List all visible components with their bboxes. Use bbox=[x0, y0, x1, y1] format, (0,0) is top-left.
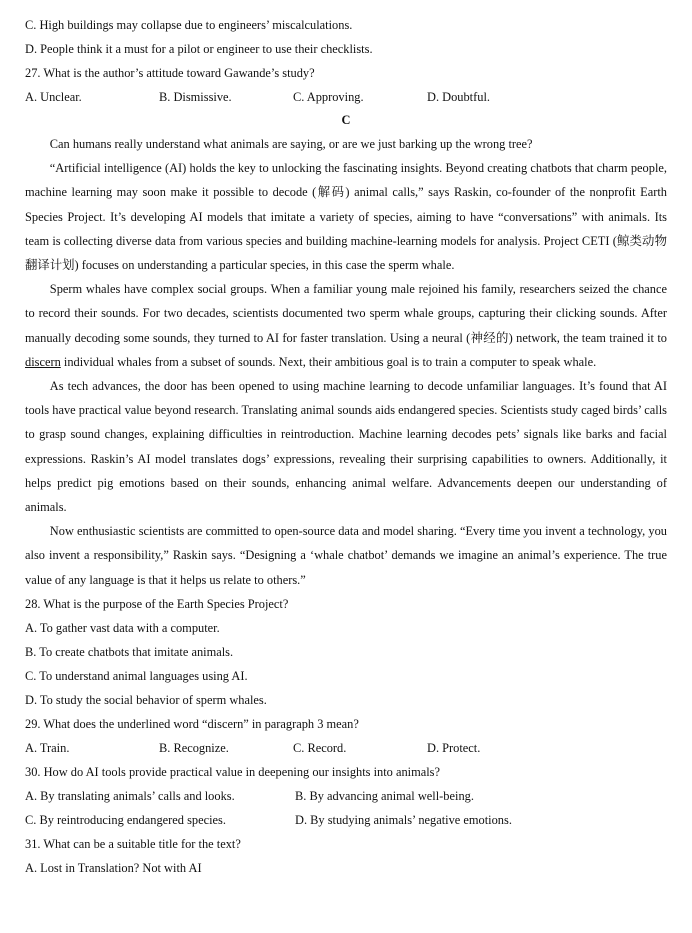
q28-option-d: D. To study the social behavior of sperm whales. bbox=[25, 692, 267, 707]
passage-paragraph-2: “Artificial intelligence (AI) holds the key to unlocking the fascinating insights. Beyond creating chatbots that charm people, machine learning may soon make it possible to decode (解码) animal calls,” says Raskin, co-founder of the nonprofit Earth Species Project. It’s developing AI models that imitate a variety of species, aiming to have “conversations” with animals. Its team is collecting diverse data from various species and building machine-learning models for analysis. Project CETI (鲸类动物翻译计划) focuses on understanding a particular species, in this case the sperm whale. bbox=[25, 161, 667, 273]
q27-option-a: A. Unclear. bbox=[25, 90, 82, 104]
q26-option-d: D. People think it a must for a pilot or engineer to use their checklists. bbox=[25, 42, 373, 56]
passage-paragraph-1: Can humans really understand what animals are saying, or are we just barking up the wrong tree? bbox=[49, 137, 533, 151]
q27-option-b: B. Dismissive. bbox=[159, 90, 232, 104]
q29-option-b: B. Recognize. bbox=[159, 740, 229, 755]
q30-option-a: A. By translating animals’ calls and looks. bbox=[25, 788, 235, 803]
paragraph-3-text-before: Sperm whales have complex social groups. When a familiar young male rejoined his family, researchers seized the chance to record their sounds. For two decades, scientists documented two sperm whale groups, capturing their clicking sounds. After manually decoding some sounds, they turned to AI for faster translation. Using a neural (神经的) network, the team trained it to bbox=[25, 282, 667, 345]
q26-option-c: C. High buildings may collapse due to engineers’ miscalculations. bbox=[25, 18, 353, 32]
q29-option-a: A. Train. bbox=[25, 740, 70, 755]
q27-option-d: D. Doubtful. bbox=[427, 90, 490, 104]
q28-option-c: C. To understand animal languages using AI. bbox=[25, 668, 248, 683]
q30-options-row-1 bbox=[25, 784, 667, 808]
q30-stem: 30. How do AI tools provide practical value in deepening our insights into animals? bbox=[25, 764, 441, 779]
section-label: C bbox=[341, 113, 351, 127]
passage-paragraph-5: Now enthusiastic scientists are committed to open-source data and model sharing. “Every time you invent a technology, you also invent a responsibility,” Raskin says. “Designing a ‘whale chatbot’ demands we imagine an animal’s experience. The true value of any language is that it helps us relate to others.” bbox=[25, 524, 667, 587]
q27-options bbox=[25, 85, 667, 109]
q30-option-c: C. By reintroducing endangered species. bbox=[25, 812, 226, 827]
passage-paragraph-3 bbox=[25, 277, 667, 374]
passage-paragraph-4: As tech advances, the door has been opened to using machine learning to decode unfamiliar languages. It’s found that AI tools have practical value beyond research. Translating animal sounds aids endangered species. Scientists study caged birds’ calls to grasp sound changes, explaining difficulties in reintroduction. Machine learning decodes pets’ signals like barks and facial expressions. Raskin’s AI model translates dogs’ expressions, revealing their surprising capabilities to owners. Additionally, it helps predict pig emotions based on their sounds, enhancing animal welfare. Advancements deepen our understanding of animals. bbox=[25, 379, 667, 515]
q31-stem: 31. What can be a suitable title for the text? bbox=[25, 836, 241, 851]
q30-option-d: D. By studying animals’ negative emotions. bbox=[295, 812, 512, 827]
q30-options-row-2 bbox=[25, 808, 667, 832]
q28-option-a: A. To gather vast data with a computer. bbox=[25, 620, 220, 635]
q29-option-d: D. Protect. bbox=[427, 740, 481, 755]
q29-stem: 29. What does the underlined word “discern” in paragraph 3 mean? bbox=[25, 716, 359, 731]
q30-option-b: B. By advancing animal well-being. bbox=[295, 788, 474, 803]
q29-option-c: C. Record. bbox=[293, 740, 347, 755]
q28-option-b: B. To create chatbots that imitate animals. bbox=[25, 644, 234, 659]
q29-options bbox=[25, 736, 667, 760]
underlined-word-discern: discern bbox=[25, 354, 61, 369]
q31-option-a: A. Lost in Translation? Not with AI bbox=[25, 860, 202, 875]
paragraph-3-text-after: individual whales from a subset of sounds. Next, their ambitious goal is to train a computer to speak whale. bbox=[60, 354, 597, 369]
q27-stem: 27. What is the author’s attitude toward Gawande’s study? bbox=[25, 66, 315, 80]
q27-option-c: C. Approving. bbox=[293, 90, 364, 104]
q28-stem: 28. What is the purpose of the Earth Species Project? bbox=[25, 596, 289, 611]
